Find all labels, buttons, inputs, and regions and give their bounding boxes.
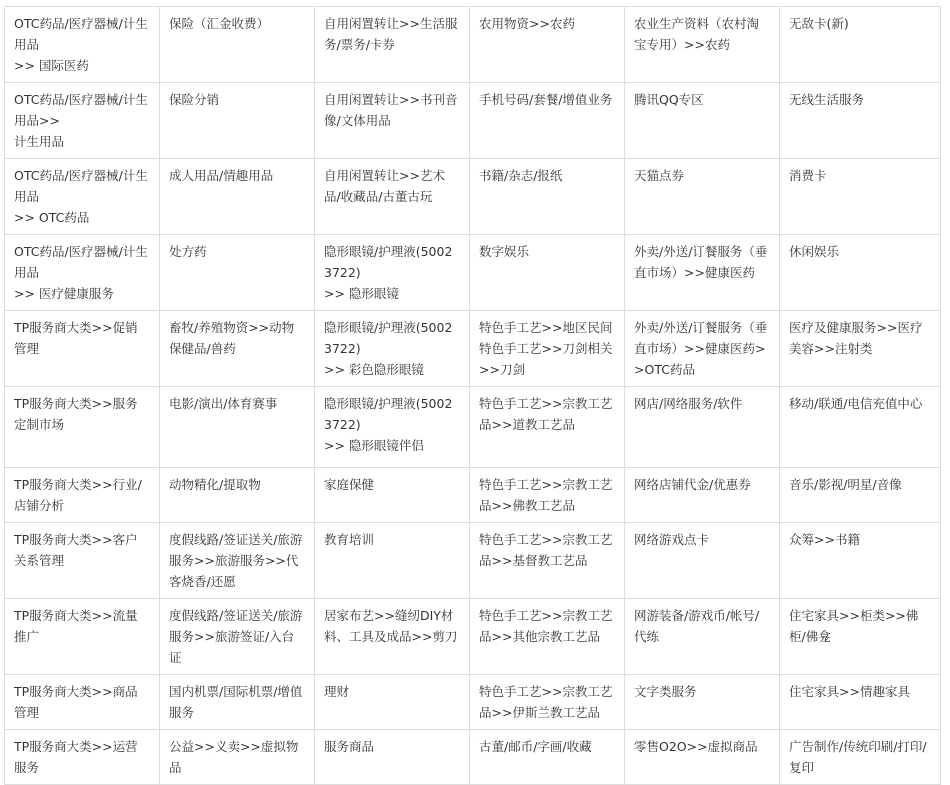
table-cell: 腾讯QQ专区 bbox=[625, 83, 780, 159]
table-cell: TP服务商大类>>客户关系管理 bbox=[5, 523, 160, 599]
table-cell: 自用闲置转让>>生活服务/票务/卡券 bbox=[315, 7, 470, 83]
table-cell: 外卖/外送/订餐服务（垂直市场）>>健康医药 bbox=[625, 235, 780, 311]
table-cell: 音乐/影视/明星/音像 bbox=[780, 468, 941, 523]
table-cell: OTC药品/医疗器械/计生用品 >> 国际医药 bbox=[5, 7, 160, 83]
table-cell: 无敌卡(新) bbox=[780, 7, 941, 83]
table-row bbox=[5, 675, 941, 730]
table-row bbox=[5, 311, 941, 387]
table-cell: 手机号码/套餐/增值业务 bbox=[470, 83, 625, 159]
table-row bbox=[5, 159, 941, 235]
table-cell: 特色手工艺>>宗教工艺品>>道教工艺品 bbox=[470, 387, 625, 468]
table-cell: 自用闲置转让>>艺术品/收藏品/古董古玩 bbox=[315, 159, 470, 235]
table-cell: 住宅家具>>柜类>>佛柜/佛龛 bbox=[780, 599, 941, 675]
table-cell: TP服务商大类>>流量推广 bbox=[5, 599, 160, 675]
table-cell: TP服务商大类>>促销管理 bbox=[5, 311, 160, 387]
table-cell: 网店/网络服务/软件 bbox=[625, 387, 780, 468]
table-cell: 网络游戏点卡 bbox=[625, 523, 780, 599]
table-row bbox=[5, 468, 941, 523]
table-row bbox=[5, 7, 941, 83]
table-cell: 公益>>义卖>>虚拟物品 bbox=[160, 730, 315, 785]
table-cell: 农用物资>>农药 bbox=[470, 7, 625, 83]
table-cell: 天猫点券 bbox=[625, 159, 780, 235]
table-cell: 自用闲置转让>>书刊音像/文体用品 bbox=[315, 83, 470, 159]
table-row bbox=[5, 599, 941, 675]
table-row bbox=[5, 730, 941, 785]
table-cell: 成人用品/情趣用品 bbox=[160, 159, 315, 235]
table-cell: 网络店铺代金/优惠券 bbox=[625, 468, 780, 523]
table-cell: 度假线路/签证送关/旅游服务>>旅游服务>>代客烧香/还愿 bbox=[160, 523, 315, 599]
table-cell: TP服务商大类>>运营服务 bbox=[5, 730, 160, 785]
table-cell: 保险分销 bbox=[160, 83, 315, 159]
table-cell: 服务商品 bbox=[315, 730, 470, 785]
table-row bbox=[5, 83, 941, 159]
table-cell: 畜牧/养殖物资>>动物保健品/兽药 bbox=[160, 311, 315, 387]
table-cell: OTC药品/医疗器械/计生用品 >> OTC药品 bbox=[5, 159, 160, 235]
table-cell: TP服务商大类>>商品管理 bbox=[5, 675, 160, 730]
table-cell: 特色手工艺>>宗教工艺品>>基督教工艺品 bbox=[470, 523, 625, 599]
table-cell: 家庭保健 bbox=[315, 468, 470, 523]
table-cell: 住宅家具>>情趣家具 bbox=[780, 675, 941, 730]
table-cell: 处方药 bbox=[160, 235, 315, 311]
table-cell: 众筹>>书籍 bbox=[780, 523, 941, 599]
table-cell: 特色手工艺>>地区民间特色手工艺>>刀剑相关>>刀剑 bbox=[470, 311, 625, 387]
table-cell: 古董/邮币/字画/收藏 bbox=[470, 730, 625, 785]
table-cell: 休闲娱乐 bbox=[780, 235, 941, 311]
table-cell: 隐形眼镜/护理液(50023722) >> 隐形眼镜 bbox=[315, 235, 470, 311]
table-cell: 广告制作/传统印刷/打印/复印 bbox=[780, 730, 941, 785]
category-table-container bbox=[4, 6, 940, 785]
table-cell: 无线生活服务 bbox=[780, 83, 941, 159]
table-cell: 度假线路/签证送关/旅游服务>>旅游签证/入台证 bbox=[160, 599, 315, 675]
table-cell: TP服务商大类>>行业/店铺分析 bbox=[5, 468, 160, 523]
table-cell: 特色手工艺>>宗教工艺品>>佛教工艺品 bbox=[470, 468, 625, 523]
table-cell: 消费卡 bbox=[780, 159, 941, 235]
table-cell: 特色手工艺>>宗教工艺品>>其他宗教工艺品 bbox=[470, 599, 625, 675]
table-cell: 移动/联通/电信充值中心 bbox=[780, 387, 941, 468]
table-cell: 教育培训 bbox=[315, 523, 470, 599]
table-cell: 电影/演出/体育赛事 bbox=[160, 387, 315, 468]
table-row bbox=[5, 235, 941, 311]
table-row bbox=[5, 523, 941, 599]
table-cell: 网游装备/游戏币/帐号/代练 bbox=[625, 599, 780, 675]
table-cell: 动物精化/提取物 bbox=[160, 468, 315, 523]
table-cell: 国内机票/国际机票/增值服务 bbox=[160, 675, 315, 730]
table-cell: 保险（汇金收费） bbox=[160, 7, 315, 83]
table-cell: 数字娱乐 bbox=[470, 235, 625, 311]
table-cell: 农业生产资料（农村淘宝专用）>>农药 bbox=[625, 7, 780, 83]
table-cell: 隐形眼镜/护理液(50023722) >> 隐形眼镜伴侣 bbox=[315, 387, 470, 468]
table-cell: 外卖/外送/订餐服务（垂直市场）>>健康医药>>OTC药品 bbox=[625, 311, 780, 387]
category-table bbox=[4, 6, 941, 785]
table-cell: 特色手工艺>>宗教工艺品>>伊斯兰教工艺品 bbox=[470, 675, 625, 730]
table-cell: 零售O2O>>虚拟商品 bbox=[625, 730, 780, 785]
table-cell: 书籍/杂志/报纸 bbox=[470, 159, 625, 235]
table-cell: 隐形眼镜/护理液(50023722) >> 彩色隐形眼镜 bbox=[315, 311, 470, 387]
table-cell: OTC药品/医疗器械/计生用品>> 计生用品 bbox=[5, 83, 160, 159]
table-cell: 居家布艺>>缝纫DIY材料、工具及成品>>剪刀 bbox=[315, 599, 470, 675]
table-cell: OTC药品/医疗器械/计生用品 >> 医疗健康服务 bbox=[5, 235, 160, 311]
table-cell: 医疗及健康服务>>医疗美容>>注射类 bbox=[780, 311, 941, 387]
table-cell: 理财 bbox=[315, 675, 470, 730]
table-row bbox=[5, 387, 941, 468]
table-cell: TP服务商大类>>服务定制市场 bbox=[5, 387, 160, 468]
table-cell: 文字类服务 bbox=[625, 675, 780, 730]
